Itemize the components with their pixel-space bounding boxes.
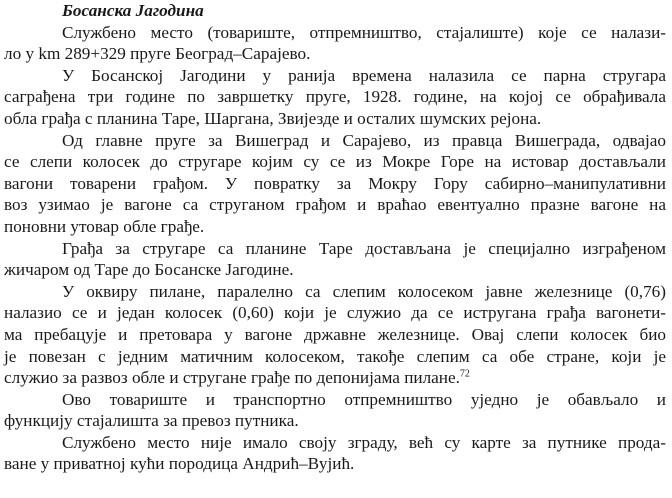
footnote-marker[interactable]: 72: [459, 368, 470, 380]
paragraph-line: Службено место (товариште, отпремништво, стајалиште) које се налази-: [62, 22, 666, 42]
paragraph-line: Од главне пруге за Вишеград и Сарајево, из правца Вишеграда, одвајао: [62, 130, 666, 150]
paragraph-line-text: служио за развоз обле и стругане грађе по депонијама пилане.: [4, 368, 460, 388]
paragraph-3: [4, 130, 666, 238]
paragraph-line: Грађа за стругаре са планине Таре достављана је специјално изграђеном: [62, 238, 666, 258]
paragraph-line: се слепи колосек до стругаре којим су се из Мокре Горе на истовар достављали: [4, 152, 666, 172]
paragraph-6: [4, 389, 666, 432]
paragraph-4: [4, 238, 666, 281]
paragraph-7: [4, 432, 666, 475]
paragraph-line: ване у приватној кући породица Андрић–Вујић.: [4, 454, 355, 474]
paragraph-line: функцију стајалишта за превоз путника.: [4, 411, 299, 431]
paragraph-line: У оквиру пилане, паралелно са слепим колосеком јавне железнице (0,76): [62, 281, 666, 301]
paragraph-line: налазио се и један колосек (0,60) који је служио да се истругана грађа вагонети-: [4, 303, 666, 323]
paragraph-line: ма пребацује и претовара у вагоне државне железнице. Овај слепи колосек био: [4, 324, 666, 344]
paragraph-line: поновни утовар обле грађе.: [4, 216, 205, 236]
paragraph-5: [4, 281, 666, 389]
paragraph-line: обла грађа с планина Таре, Шаргана, Звијезде и осталих шумских рејона.: [4, 108, 542, 128]
paragraph-line: Ово товариште и транспортно отпремништво уједно је обављало и: [62, 389, 666, 409]
paragraph-line-with-footnote: [4, 367, 666, 389]
paragraph-1: [4, 22, 666, 65]
paragraph-line: воз узимао је вагоне са струганом грађом и враћао евентуално празне вагоне на: [4, 195, 666, 215]
document-page: [4, 0, 666, 475]
paragraph-line: жичаром од Таре до Босанске Јагодине.: [4, 260, 294, 280]
paragraph-line: вагони товарени грађом. У повратку за Мокру Гору сабирно–манипулативни: [4, 173, 666, 193]
paragraph-line: Службено место није имало своју зграду, већ су карте за путнике прода-: [62, 432, 666, 452]
paragraph-line: је повезан с једним матичним колосеком, такође слепим са обе стране, који је: [4, 346, 666, 366]
paragraph-line: ло у km 289+329 пруге Београд–Сарајево.: [4, 44, 311, 64]
section-heading: Босанска Јагодина: [62, 1, 204, 20]
paragraph-2: [4, 65, 666, 130]
paragraph-line: У Босанској Јагодини у ранија времена налазила се парна стругара: [62, 65, 666, 85]
paragraph-line: саграђена три године по завршетку пруге, 1928. године, на којој се обрађивала: [4, 87, 666, 107]
